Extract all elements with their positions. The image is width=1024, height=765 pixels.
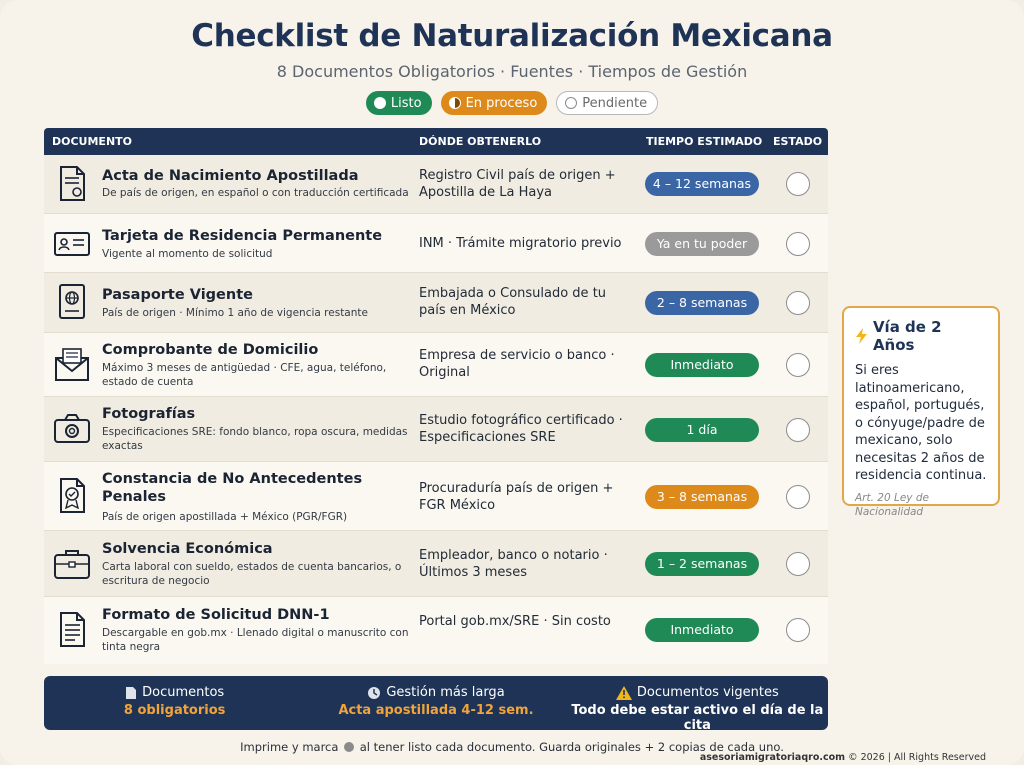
document-name: Fotografías — [102, 406, 196, 422]
status-checkbox[interactable] — [786, 618, 810, 642]
summary-longest-label: Gestión más larga — [386, 685, 505, 700]
document-description: Especificaciones SRE: fondo blanco, ropa oscura, medidas exactas — [102, 426, 408, 452]
document-name: Solvencia Económica — [102, 541, 273, 557]
document-source: INM · Trámite migratorio previo — [419, 236, 622, 251]
table-row — [44, 462, 828, 531]
document-source: Estudio fotográfico certificado · Especificaciones SRE — [419, 413, 623, 445]
seal-document-icon — [52, 476, 92, 516]
form-icon — [52, 610, 92, 650]
document-icon — [125, 686, 137, 700]
id-card-icon — [52, 224, 92, 264]
summary-valid-label: Documentos vigentes — [636, 685, 779, 700]
summary-longest-value: Acta apostillada 4-12 sem. — [338, 703, 534, 718]
time-badge: Inmediato — [645, 618, 759, 642]
status-checkbox[interactable] — [786, 353, 810, 377]
callout-title — [855, 318, 988, 354]
legend-pending — [556, 91, 658, 115]
summary-bar — [44, 676, 828, 733]
legend-pending-label: Pendiente — [582, 95, 648, 111]
envelope-icon — [52, 345, 92, 385]
credit-site[interactable]: asesoriamigratoriaqro.com — [699, 752, 846, 763]
passport-icon — [52, 282, 92, 322]
summary-documents — [44, 676, 305, 730]
time-badge: Inmediato — [645, 353, 759, 377]
lightning-icon — [855, 328, 869, 344]
status-legend — [0, 91, 1024, 115]
document-name: Constancia de No Antecedentes Penales — [102, 471, 363, 505]
legend-progress — [441, 91, 548, 115]
documents-table — [44, 128, 828, 664]
document-name: Acta de Nacimiento Apostillada — [102, 168, 359, 184]
status-checkbox[interactable] — [786, 418, 810, 442]
document-name: Pasaporte Vigente — [102, 287, 253, 303]
status-checkbox[interactable] — [786, 172, 810, 196]
table-row — [44, 597, 828, 664]
document-source: Empleador, banco o notario · Últimos 3 meses — [419, 548, 608, 580]
legend-progress-label: En proceso — [465, 95, 538, 111]
status-checkbox[interactable] — [786, 291, 810, 315]
credit-rights: © 2026 | All Rights Reserved — [848, 752, 986, 763]
time-badge: 3 – 8 semanas — [645, 485, 759, 509]
document-description: Máximo 3 meses de antigüedad · CFE, agua, teléfono, estado de cuenta — [102, 362, 387, 388]
time-badge: 1 día — [645, 418, 759, 442]
callout-body: Si eres latinoamericano, español, portugués, o cónyuge/padre de mexicano, solo necesitas 2 años de residencia continua. — [855, 363, 987, 483]
status-checkbox[interactable] — [786, 232, 810, 256]
document-description: Vigente al momento de solicitud — [102, 248, 273, 260]
callout-title-text: Vía de 2 Años — [872, 318, 942, 354]
document-source: Registro Civil país de origen + Apostilla de La Haya — [419, 168, 616, 200]
briefcase-icon — [52, 544, 92, 584]
warning-icon — [616, 686, 632, 700]
callout-note: Art. 20 Ley de Nacionalidad — [855, 491, 929, 518]
document-description: De país de origen, en español o con traducción certificada — [102, 187, 409, 199]
document-name: Comprobante de Domicilio — [102, 342, 319, 358]
table-row — [44, 397, 828, 462]
document-source: Portal gob.mx/SRE · Sin costo — [419, 614, 611, 629]
summary-documents-value: 8 obligatorios — [123, 703, 226, 718]
time-badge: 2 – 8 semanas — [645, 291, 759, 315]
table-row — [44, 273, 828, 333]
col-donde: DÓNDE OBTENERLO — [419, 135, 542, 148]
document-name: Formato de Solicitud DNN-1 — [102, 607, 330, 623]
table-row — [44, 531, 828, 597]
document-source: Empresa de servicio o banco · Original — [419, 348, 615, 380]
document-description: Descargable en gob.mx · Llenado digital o manuscrito con tinta negra — [102, 627, 409, 653]
document-name: Tarjeta de Residencia Permanente — [102, 228, 383, 244]
table-row — [44, 155, 828, 214]
document-description: País de origen apostillada + México (PGR/FGR) — [102, 511, 348, 523]
document-source: Procuraduría país de origen + FGR México — [419, 481, 614, 513]
col-tiempo: TIEMPO ESTIMADO — [646, 135, 763, 148]
pending-dot-icon — [565, 97, 577, 109]
progress-dot-icon — [449, 97, 461, 109]
summary-valid-value: Todo debe estar activo el día de la cita — [571, 703, 824, 733]
page-title: Checklist de Naturalización Mexicana — [191, 18, 833, 54]
document-description: Carta laboral con sueldo, estados de cuenta bancarios, o escritura de negocio — [102, 561, 402, 587]
legend-ready — [366, 91, 432, 115]
two-year-callout — [842, 306, 1000, 518]
print-note-start: Imprime y marca — [240, 740, 339, 754]
credit-line — [700, 752, 986, 763]
clock-icon — [367, 686, 381, 700]
document-source: Embajada o Consulado de tu país en México — [419, 286, 607, 318]
table-row — [44, 214, 828, 273]
document-description: País de origen · Mínimo 1 año de vigencia restante — [102, 307, 368, 319]
filled-dot-icon — [344, 742, 354, 752]
col-estado: ESTADO — [773, 135, 823, 148]
certificate-icon — [52, 164, 92, 204]
summary-longest — [305, 676, 566, 730]
summary-documents-label: Documentos — [142, 685, 225, 700]
legend-ready-label: Listo — [390, 95, 422, 111]
time-badge: 4 – 12 semanas — [645, 172, 759, 196]
print-note-end: al tener listo cada documento. Guarda originales + 2 copias de cada uno. — [359, 740, 784, 754]
table-header — [44, 128, 828, 155]
time-badge: 1 – 2 semanas — [645, 552, 759, 576]
ready-dot-icon — [374, 97, 386, 109]
status-checkbox[interactable] — [786, 485, 810, 509]
page-subtitle: 8 Documentos Obligatorios · Fuentes · Tiempos de Gestión — [276, 62, 748, 81]
col-documento: DOCUMENTO — [52, 135, 133, 148]
status-checkbox[interactable] — [786, 552, 810, 576]
camera-icon — [52, 409, 92, 449]
table-row — [44, 333, 828, 397]
summary-valid — [567, 676, 828, 733]
time-badge: Ya en tu poder — [645, 232, 759, 256]
